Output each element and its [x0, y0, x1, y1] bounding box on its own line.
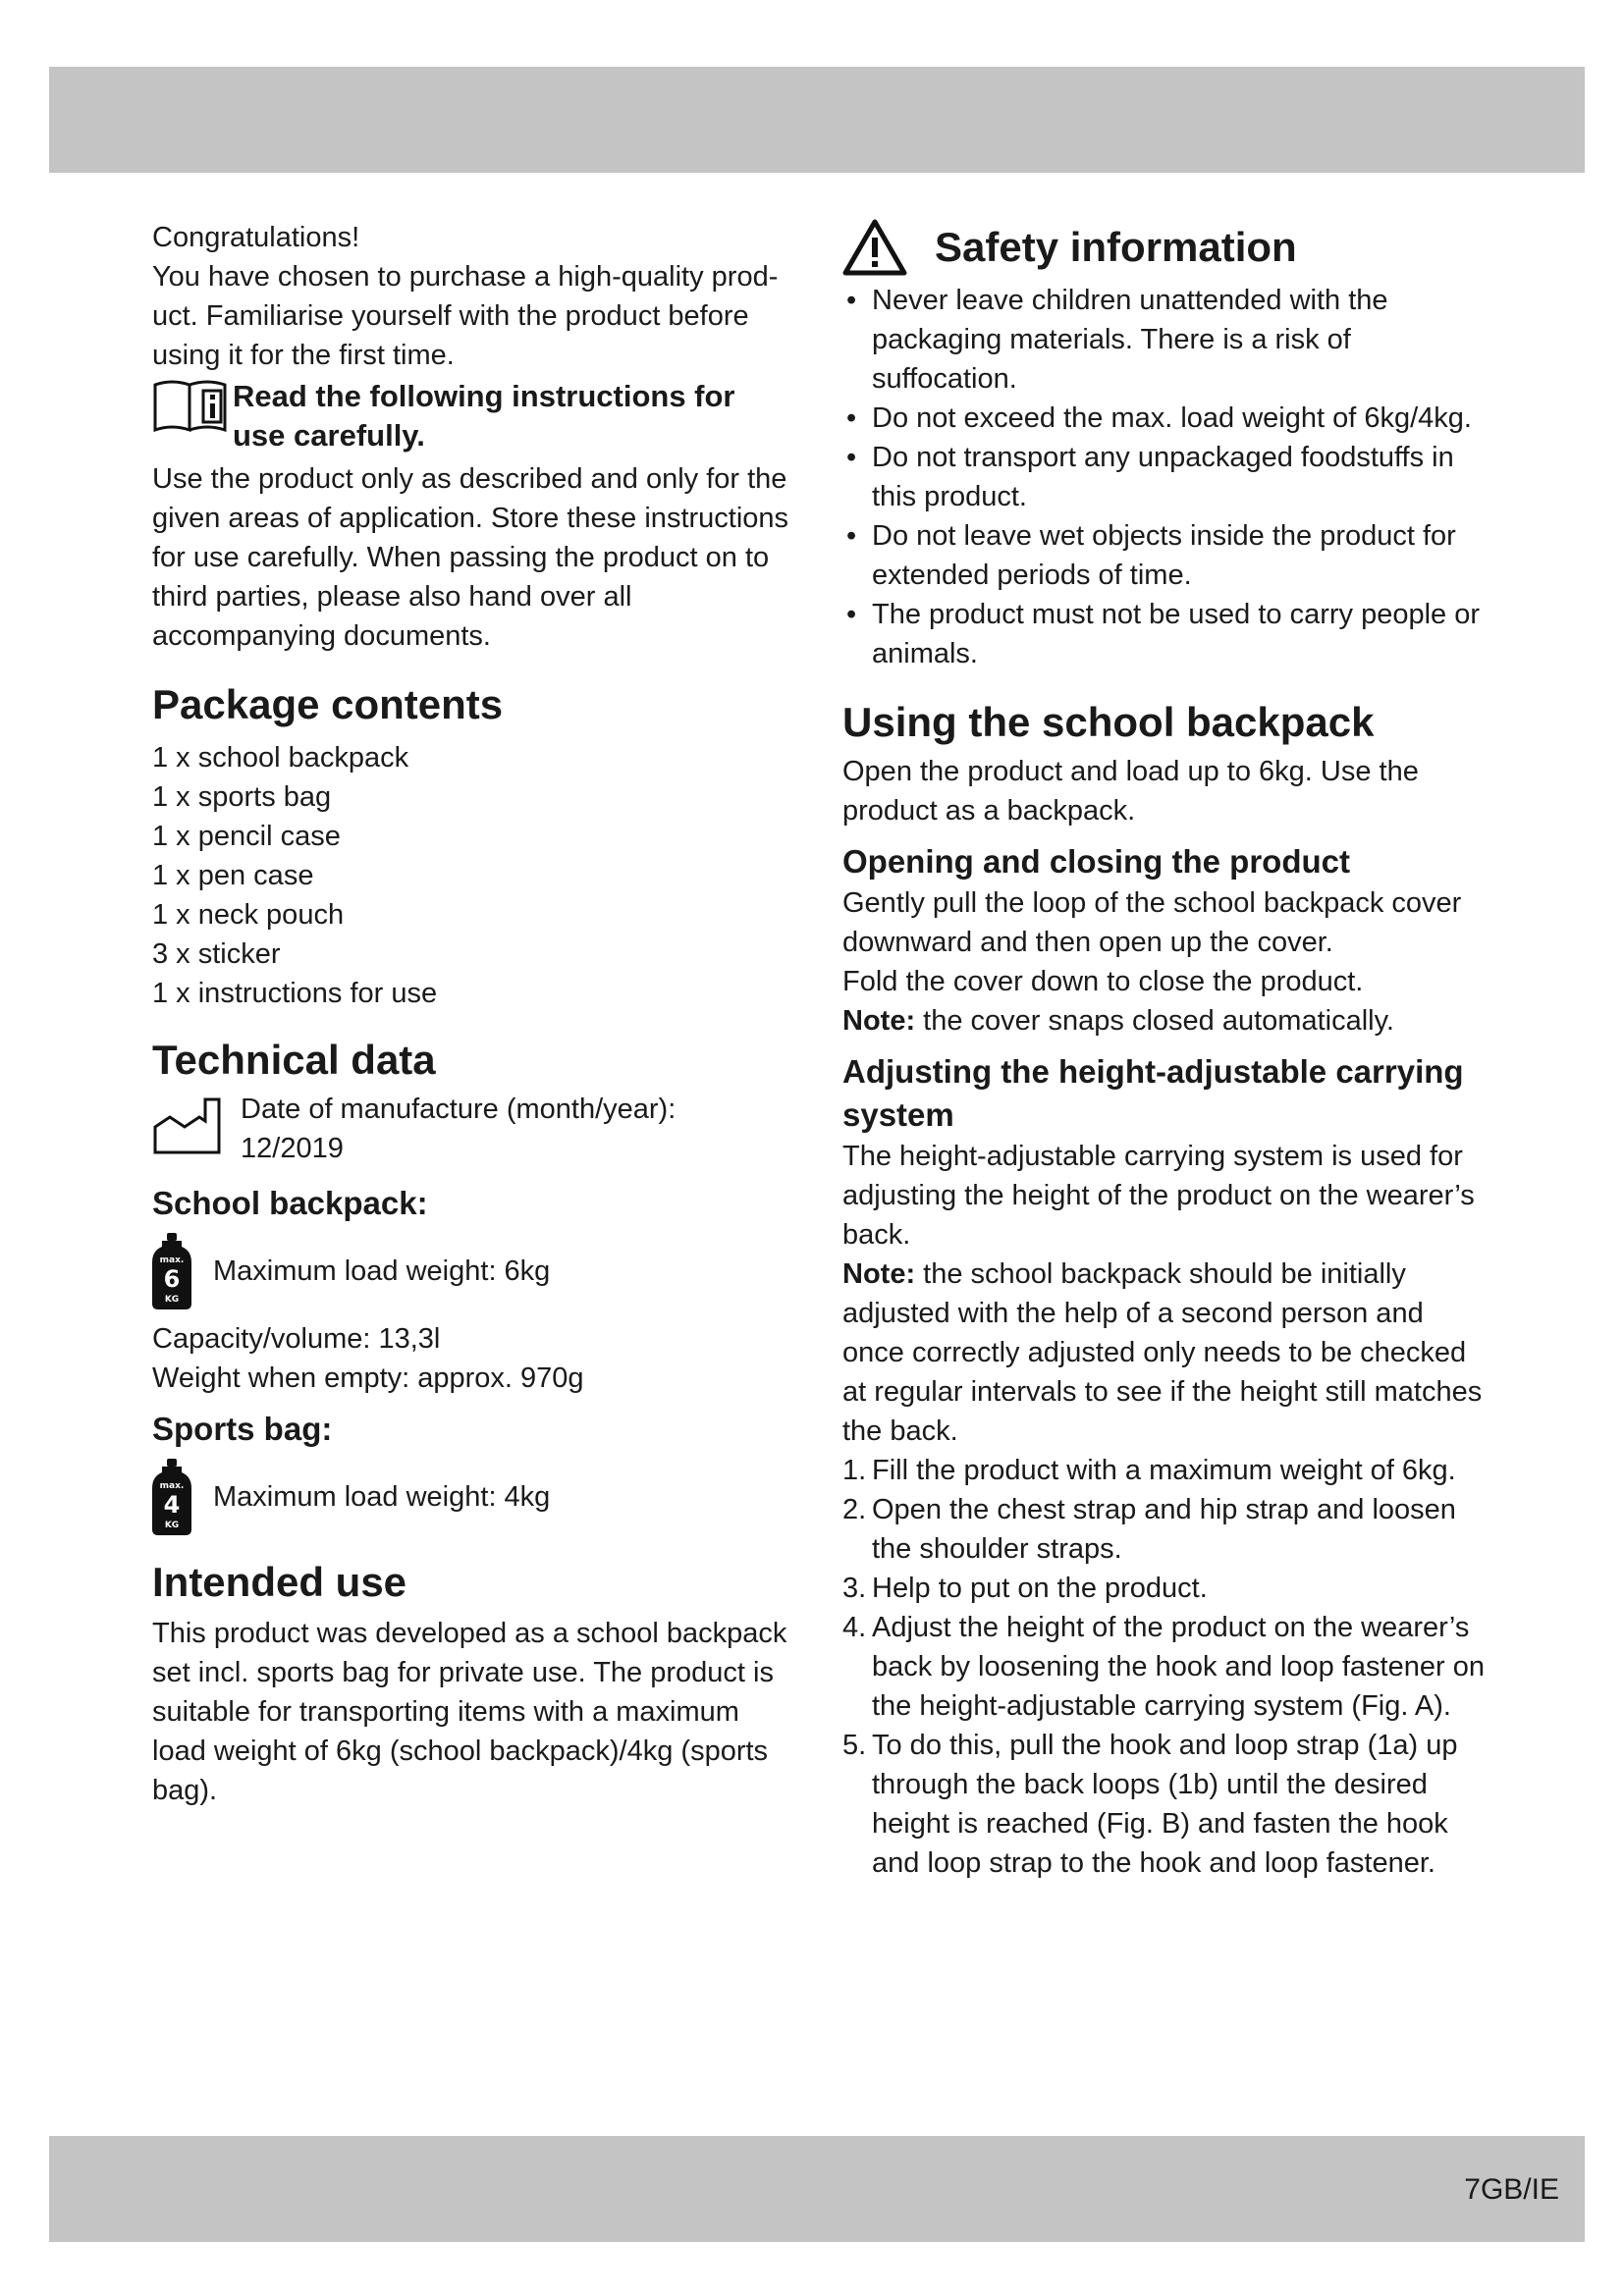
list-item: • Do not transport any unpackaged foodstuffs in this product. — [842, 438, 1490, 516]
sports-load-row — [152, 1459, 790, 1535]
list-item: 1 x instructions for use — [152, 978, 438, 1009]
step-text: Help to put on the product. — [872, 1573, 1208, 1604]
step-text: Open the chest strap and hip strap and loosen the shoulder straps. — [872, 1494, 1456, 1565]
read-instructions-notice — [152, 377, 790, 455]
opening-note — [842, 1001, 1490, 1041]
package-contents-heading: Package contents — [152, 681, 504, 727]
step-number: 2. — [842, 1494, 867, 1525]
opening-note-text: the cover snaps closed automatically. — [923, 1005, 1394, 1037]
manufacture-date: 12/2019 — [241, 1133, 344, 1164]
intended-use-text: This product was developed as a school backpack set incl. sports bag for private use. The product is suitable for transporting items with a maximum load weight of 6kg (school backpack)/4kg (sports bag). — [152, 1618, 787, 1806]
footer-band — [49, 2136, 1585, 2242]
step-number: 5. — [842, 1730, 867, 1761]
adjust-note-text: the school backpack should be initially adjusted with the help of a second person and once correctly adjusted only needs to be checked at regular intervals to see if the height still matches the back. — [842, 1258, 1483, 1447]
list-item: 3 x sticker — [152, 938, 281, 970]
step-text: To do this, pull the hook and loop strap (1a) up through the back loops (1b) until the desired height is reached (Fig. B) and fasten the hook and loop strap to the hook and loop fastener. — [872, 1730, 1458, 1879]
step-number: 4. — [842, 1612, 867, 1643]
list-item — [842, 1451, 1490, 1490]
weight-top-label: max. — [159, 1481, 185, 1491]
using-text: Open the product and load up to 6kg. Use the product as a backpack. — [842, 756, 1419, 827]
step-text: Fill the product with a maximum weight of 6kg. — [872, 1455, 1456, 1486]
school-load-row — [152, 1233, 790, 1309]
list-item: 1 x school backpack — [152, 742, 409, 774]
header-band — [49, 67, 1585, 173]
read-notice-text: Read the following instructions for use carefully. — [233, 379, 735, 453]
school-backpack-heading: School backpack: — [152, 1185, 428, 1221]
step-number: 1. — [842, 1455, 867, 1486]
note-label: Note: — [842, 1005, 916, 1037]
package-contents-list — [152, 738, 790, 1013]
right-column — [842, 218, 1490, 1883]
manufacture-label: Date of manufacture (month/year): — [241, 1094, 677, 1125]
weight-top-label: max. — [159, 1255, 185, 1265]
weight-value: 4 — [163, 1491, 181, 1519]
opening-text-2: Fold the cover down to close the product. — [842, 966, 1364, 997]
list-item — [842, 1726, 1490, 1883]
list-item: 1 x neck pouch — [152, 899, 345, 931]
list-item — [842, 1569, 1490, 1608]
safety-list — [842, 281, 1490, 673]
manufacture-factory-icon — [152, 1095, 223, 1154]
safety-heading-row — [842, 218, 1490, 277]
list-item: 1 x sports bag — [152, 781, 332, 813]
opening-heading: Opening and closing the product — [842, 843, 1350, 880]
adjust-steps-list — [842, 1451, 1490, 1883]
adjust-note — [842, 1255, 1490, 1451]
sports-load-text: Maximum load weight: 4kg — [213, 1481, 551, 1513]
adjust-heading: Adjusting the height-adjustable carrying system — [842, 1053, 1464, 1133]
weight-value: 6 — [163, 1265, 181, 1293]
using-heading: Using the school backpack — [842, 699, 1375, 745]
manufacture-date-row — [152, 1090, 790, 1168]
page-number: 7GB/IE — [1464, 2173, 1559, 2206]
step-number: 3. — [842, 1573, 867, 1604]
weight-unit: KG — [164, 1521, 180, 1530]
left-column — [152, 218, 790, 1810]
weight-6kg-icon — [152, 1233, 191, 1309]
intro-paragraph: You have chosen to purchase a high-quality prod-uct. Familiarise yourself with the product before using it for the first time. — [152, 261, 779, 371]
capacity-text: Capacity/volume: 13,3l — [152, 1323, 441, 1355]
list-item — [842, 1608, 1490, 1726]
school-load-text: Maximum load weight: 6kg — [213, 1255, 551, 1287]
list-item — [842, 1490, 1490, 1569]
greeting: Congratulations! — [152, 222, 360, 253]
weight-unit: KG — [164, 1295, 180, 1305]
weight-4kg-icon — [152, 1459, 191, 1535]
warning-triangle-icon — [842, 218, 907, 277]
adjust-text: The height-adjustable carrying system is used for adjusting the height of the product on the wearer’s back. — [842, 1141, 1475, 1251]
usage-paragraph: Use the product only as described and only for the given areas of application. Store these instructions for use carefully. When passing the product on to third parties, please also hand over all accompanying documents. — [152, 463, 789, 652]
step-text: Adjust the height of the product on the wearer’s back by loosening the hook and loop fastener on the height-adjustable carrying system (Fig. A). — [872, 1612, 1485, 1722]
empty-weight-text: Weight when empty: approx. 970g — [152, 1362, 584, 1394]
safety-heading: Safety information — [935, 224, 1297, 270]
sports-bag-heading: Sports bag: — [152, 1411, 333, 1447]
list-item: • Never leave children unattended with the packaging materials. There is a risk of suffocation. — [842, 281, 1490, 399]
note-label: Note: — [842, 1258, 916, 1290]
intended-use-heading: Intended use — [152, 1559, 407, 1605]
technical-data-heading: Technical data — [152, 1037, 436, 1083]
list-item: • The product must not be used to carry people or animals. — [842, 595, 1490, 673]
list-item: 1 x pencil case — [152, 821, 341, 852]
list-item: 1 x pen case — [152, 860, 314, 891]
manual-info-icon — [152, 377, 229, 434]
list-item: • Do not leave wet objects inside the product for extended periods of time. — [842, 516, 1490, 595]
list-item: • Do not exceed the max. load weight of 6kg/4kg. — [842, 399, 1490, 438]
opening-text-1: Gently pull the loop of the school backpack cover downward and then open up the cover. — [842, 887, 1462, 958]
